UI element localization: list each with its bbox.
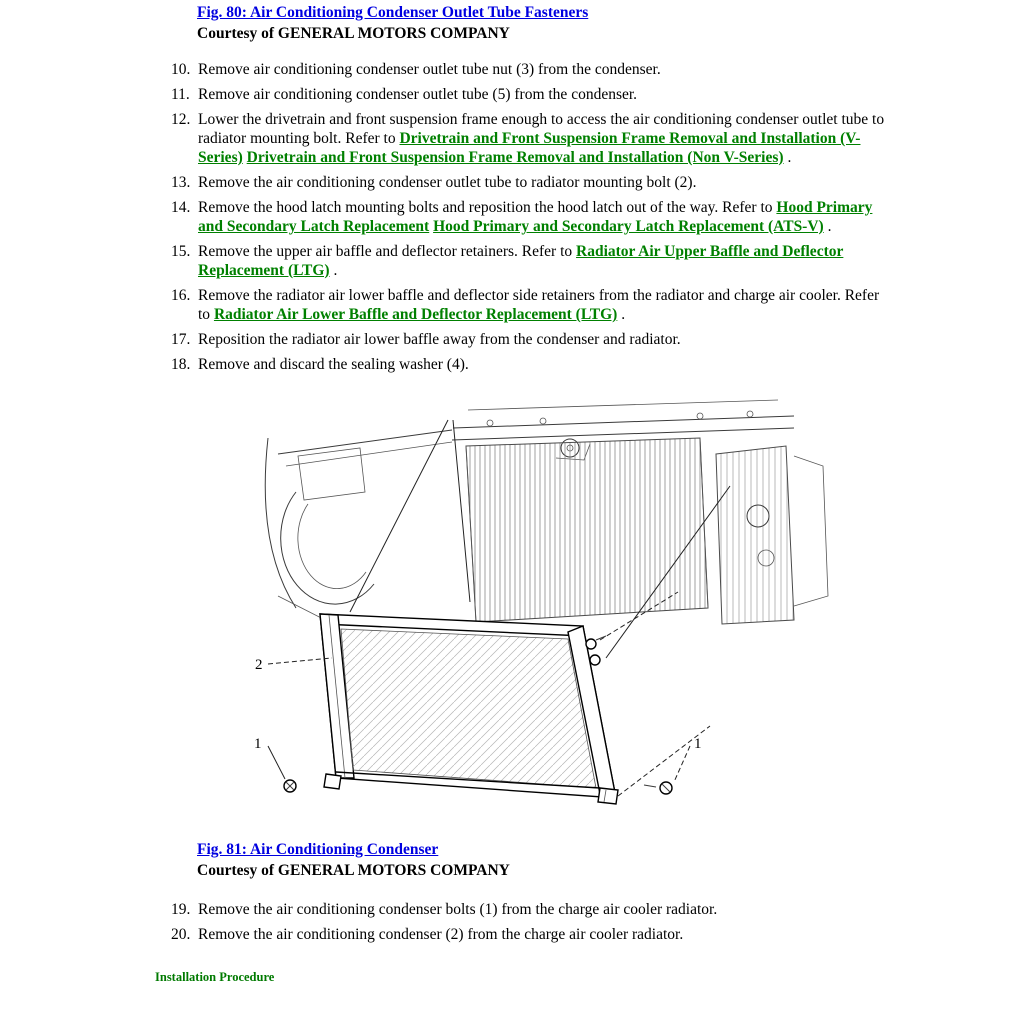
reference-link[interactable]: Radiator Air Lower Baffle and Deflector Replacement (LTG) xyxy=(213,306,618,323)
step-text: Reposition the radiator air lower baffle away from the condenser and radiator. xyxy=(198,331,681,348)
bolt-left xyxy=(284,780,296,792)
step-number: 10. xyxy=(171,61,191,78)
step-text: Remove the hood latch mounting bolts and reposition the hood latch out of the way. Refer to Hood Primary and Secondary Latch Replacement Hood Primary and Secondary Latch Replacement (ATS-V) . xyxy=(198,199,873,235)
callout-1-right: 1 xyxy=(694,736,702,752)
procedure-step xyxy=(171,925,1021,944)
reference-link[interactable]: Drivetrain and Front Suspension Frame Removal and Installation (Non V-Series) xyxy=(246,149,784,166)
procedure-steps-upper xyxy=(171,60,1021,374)
procedure-step xyxy=(171,198,1021,236)
step-text: Remove the air conditioning condenser bolts (1) from the charge air cooler radiator. xyxy=(198,901,718,918)
condenser-figure-svg xyxy=(238,396,838,824)
procedure-step xyxy=(171,242,1021,280)
step-number: 15. xyxy=(171,243,191,260)
procedure-step xyxy=(171,355,1021,374)
procedure-step xyxy=(171,330,1021,349)
step-number: 18. xyxy=(171,356,191,373)
procedure-step xyxy=(171,900,1021,919)
fig81-caption-block xyxy=(197,840,1021,880)
step-text: Remove the radiator air lower baffle and deflector side retainers from the radiator and charge air cooler. Refer to Radiator Air Lower Baffle and Deflector Replacement (LTG) . xyxy=(198,287,880,323)
fig81-link[interactable]: Fig. 81: Air Conditioning Condenser xyxy=(197,841,439,858)
step-number: 12. xyxy=(171,111,191,128)
bolt-right xyxy=(644,782,672,794)
reference-link[interactable]: Hood Primary and Secondary Latch Replacement (ATS-V) xyxy=(433,218,824,235)
step-text: Remove air conditioning condenser outlet tube nut (3) from the condenser. xyxy=(198,61,661,78)
callout-1-left: 1 xyxy=(254,736,262,752)
procedure-step xyxy=(171,110,1021,167)
step-text: Remove and discard the sealing washer (4). xyxy=(198,356,469,373)
step-text: Remove the upper air baffle and deflector retainers. Refer to Radiator Air Upper Baffle and Deflector Replacement (LTG) . xyxy=(198,243,844,279)
fig80-courtesy: Courtesy of GENERAL MOTORS COMPANY xyxy=(197,25,510,42)
fig80-link[interactable]: Fig. 80: Air Conditioning Condenser Outlet Tube Fasteners xyxy=(197,4,589,21)
reference-link[interactable]: Hood Primary and Secondary Latch Replacement xyxy=(198,199,873,235)
step-text: Lower the drivetrain and front suspension frame enough to access the air conditioning condenser outlet tube to radiator mounting bolt. Refer to Drivetrain and Front Suspension Frame Removal and Installation (V-Series) Drivetrain and Front Suspension Frame Removal and Installation (Non V-Series) . xyxy=(198,111,885,166)
step-text: Remove the air conditioning condenser outlet tube to radiator mounting bolt (2). xyxy=(198,174,697,191)
procedure-step xyxy=(171,60,1021,79)
step-number: 16. xyxy=(171,287,191,304)
step-text: Remove the air conditioning condenser (2) from the charge air cooler radiator. xyxy=(198,926,684,943)
step-number: 14. xyxy=(171,199,191,216)
procedure-step xyxy=(171,173,1021,192)
procedure-steps-lower xyxy=(171,900,1021,944)
fig81-courtesy: Courtesy of GENERAL MOTORS COMPANY xyxy=(197,862,510,879)
step-number: 20. xyxy=(171,926,191,943)
reference-link[interactable]: Radiator Air Upper Baffle and Deflector Replacement (LTG) xyxy=(198,243,844,279)
fig80-caption-block xyxy=(197,3,1021,43)
procedure-step xyxy=(171,286,1021,324)
callout-2: 2 xyxy=(255,657,263,673)
reference-link[interactable]: Drivetrain and Front Suspension Frame Removal and Installation (V-Series) xyxy=(198,130,861,166)
step-number: 19. xyxy=(171,901,191,918)
installation-procedure-heading: Installation Procedure xyxy=(155,970,275,984)
condenser-illustration xyxy=(0,396,1021,824)
step-number: 11. xyxy=(171,86,190,103)
procedure-step xyxy=(171,85,1021,104)
step-number: 17. xyxy=(171,331,191,348)
step-text: Remove air conditioning condenser outlet tube (5) from the condenser. xyxy=(198,86,638,103)
step-number: 13. xyxy=(171,174,191,191)
